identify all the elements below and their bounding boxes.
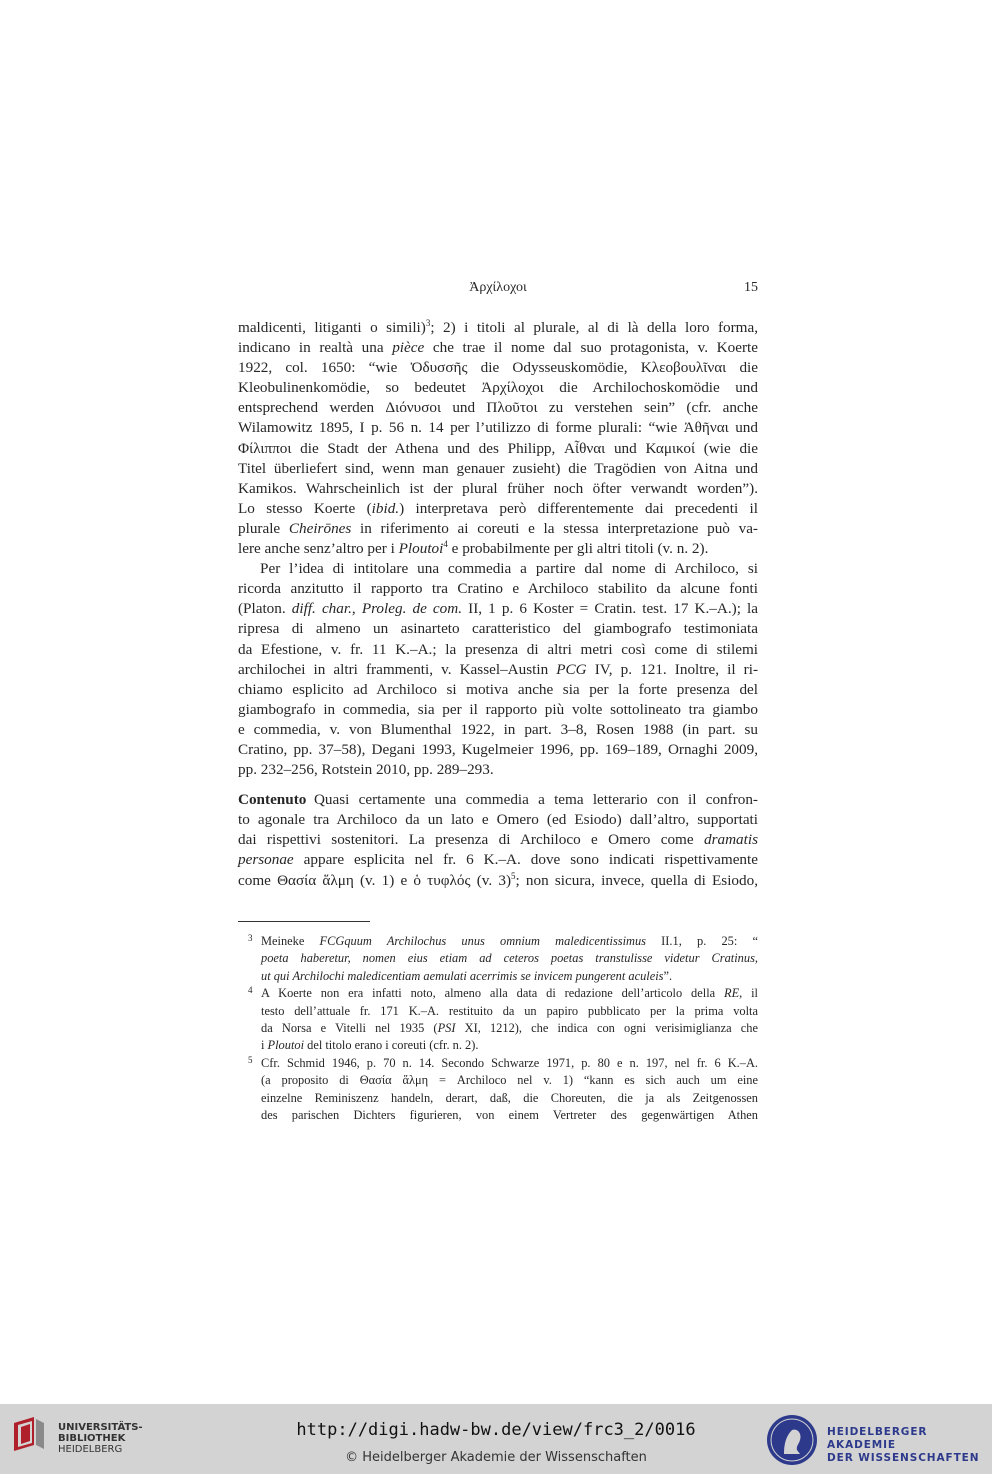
text-run: ”.: [663, 968, 673, 983]
running-header: [238, 280, 758, 300]
page-number: 15: [744, 280, 758, 295]
text-run: ) interpretava però differentemente dai precedenti il: [399, 499, 758, 517]
text-run: in riferimento ai coreuti e la stessa interpretazione può va-: [351, 519, 758, 537]
text-run: A Koerte non era infatti noto, almeno alla data di redazione dell’articolo della: [261, 986, 724, 1001]
text-line: [238, 599, 758, 619]
text-run: dai rispettivi sostenitori. La presenza di Archiloco e Omero come: [238, 831, 704, 849]
italic-run: pièce: [392, 339, 425, 357]
text-line: [238, 660, 758, 680]
text-line: [238, 850, 758, 870]
text-run: 1922, col. 1650: “wie Ὀδυσσῆς die Odysseuskomödie, Κλεοβουλῖναι die: [238, 359, 758, 377]
text-run: lere anche senz’altro per i: [238, 540, 399, 558]
text-line: [238, 318, 758, 338]
footnote-line: [261, 985, 758, 1002]
text-run: II.1, p. 25: “: [646, 934, 758, 948]
text-run: appare esplicita nel fr. 6 K.–A. dove sono indicati rispettivamente: [293, 851, 758, 869]
main-text: [238, 318, 758, 891]
text-run: Kamikos. Wahrscheinlich ist der plural früher noch öfter verwandt worden”).: [238, 479, 758, 497]
text-run: e probabilmente per gli altri titoli (v. n. 2).: [447, 540, 709, 558]
text-line: [238, 680, 758, 700]
italic-run: Ploutoi: [398, 540, 444, 558]
italic-run: poeta haberetur, nomen eius etiam ad ceteros poetas transtulisse videtur Cratinus,: [261, 951, 758, 966]
copyright-notice: © Heidelberger Akademie der Wissenschaften: [345, 1450, 647, 1465]
text-run: to agonale tra Archiloco da un lato e Omero (ed Esiodo) dall’altro, supportati: [238, 811, 758, 829]
italic-run: ut qui Archilochi maledicentiam aemulati acerrimis se invicem pungerent aculeis: [261, 968, 664, 983]
text-run: chiamo esplicito ad Archiloco si motiva anche sia per la forte presenza del: [238, 680, 758, 698]
text-run: da Efestione, v. fr. 11 K.–A.; la presenza di altri metri così come di stilemi: [238, 640, 758, 658]
text-run: Cfr. Schmid 1946, p. 70 n. 14. Secondo Schwarze 1971, p. 80 e n. 197, nel fr. 6 K.–A.: [261, 1055, 758, 1070]
text-run: (Platon.: [238, 600, 292, 618]
text-run: e commedia, v. von Blumenthal 1922, in part. 3–8, Rosen 1988 (in part. su: [238, 720, 758, 738]
text-run: (a proposito di Θασία ἅλμη = Archiloco nel v. 1) “kann es sich auch um eine: [261, 1073, 758, 1088]
text-line: [238, 640, 758, 660]
text-line: [238, 539, 758, 559]
italic-run: quum Archilochus unus omnium maledicentissimus: [344, 934, 646, 948]
italic-run: dramatis: [703, 831, 758, 849]
text-line: [238, 871, 758, 891]
text-line: [238, 398, 758, 418]
text-run: da Norsa e Vitelli nel 1935 (: [261, 1020, 438, 1035]
text-line: [238, 358, 758, 378]
text-run: Quasi certamente una commedia a tema letterario con il confron-: [313, 791, 758, 809]
text-run: del titolo erano i coreuti (cfr. n. 2).: [304, 1038, 479, 1053]
footer-bar: [0, 1404, 992, 1474]
italic-run: Ploutoi: [267, 1038, 305, 1053]
text-run: i: [261, 1038, 268, 1053]
text-run: II, 1 p. 6 Koster = Cratin. test. 17 K.–A.); la: [462, 600, 758, 618]
footnote-line: [261, 1107, 758, 1124]
text-run: des parischen Dichters figurieren, von einem Vertreter des gegenwärtigen Athen: [261, 1107, 758, 1122]
text-line: [238, 559, 758, 579]
university-library-name: UNIVERSITÄTS- BIBLIOTHEK HEIDELBERG: [58, 1422, 143, 1455]
text-line: [238, 740, 758, 760]
running-title: Ἀρχίλοχοι: [469, 280, 527, 295]
text-run: maldicenti, litiganti o simili): [238, 319, 426, 336]
text-line: [238, 338, 758, 358]
text-line: [238, 830, 758, 850]
text-run: che trae il nome dal suo protagonista, v. Koerte: [424, 339, 758, 357]
text-run: Meineke: [261, 934, 320, 948]
text-run: Φίλιπποι die Stadt der Athena und des Philipp, Αἶθναι und Καμικοί (wie die: [238, 439, 758, 457]
italic-run: ibid.: [371, 499, 400, 517]
text-run: Cratino, pp. 37–58), Degani 1993, Kugelmeier 1996, pp. 169–189, Ornaghi 2009,: [238, 740, 758, 758]
text-run: Titel überliefert sind, wenn man genauer zusieht) die Tragödien von Aitna und: [238, 459, 758, 477]
footnote: [248, 1055, 758, 1125]
text-line: [238, 499, 758, 519]
italic-run: FCG: [319, 934, 345, 948]
text-line: [238, 418, 758, 438]
text-line: [238, 519, 758, 539]
text-line: [238, 479, 758, 499]
italic-run: RE: [724, 986, 740, 1001]
section-label: Contenuto: [238, 791, 307, 809]
text-run: Lo stesso Koerte (: [238, 499, 372, 517]
footnote-line: [261, 1003, 758, 1020]
text-line: [238, 720, 758, 740]
text-run: ricorda anzitutto il rapporto tra Cratino e Archiloco stabilito da alcune fonti: [238, 580, 758, 598]
text-run: plurale: [238, 519, 289, 537]
italic-run: Proleg. de com.: [361, 600, 463, 618]
footnote-line: [261, 1020, 758, 1037]
text-run: ; 2) i titoli al plurale, al di là della loro forma,: [430, 319, 759, 336]
text-run: testo dell’attuale fr. 171 K.–A. restituito da un papiro pubblicato per la prima volta: [261, 1003, 758, 1018]
text-line: [238, 700, 758, 720]
footnote-ref: 5: [511, 870, 516, 881]
paragraph-gap: [238, 780, 758, 790]
text-run: ,: [351, 600, 362, 618]
footnote-line: [261, 1090, 758, 1107]
text-run: indicano in realtà una: [238, 339, 393, 357]
italic-run: PSI: [437, 1020, 456, 1035]
text-line: [238, 378, 758, 398]
footnote-ref: 4: [443, 538, 448, 549]
footnote-line: [261, 1037, 758, 1054]
text-run: , il: [739, 986, 758, 1001]
footnote: [248, 933, 758, 985]
footnotes: [248, 933, 758, 1124]
italic-run: PCG: [556, 660, 587, 678]
text-run: einzelne Reminiszenz handeln, derart, daß, die Choreuten, die ja als Zeitgenossen: [261, 1090, 758, 1105]
text-run: IV, p. 121. Inoltre, il ri-: [586, 660, 759, 678]
text-run: pp. 232–256, Rotstein 2010, pp. 289–293.: [238, 761, 494, 779]
academy-name: HEIDELBERGER AKADEMIE DER WISSENSCHAFTEN: [827, 1426, 980, 1464]
permalink-url[interactable]: http://digi.hadw-bw.de/view/frc3_2/0016: [296, 1420, 696, 1440]
footnote-line: [261, 1055, 758, 1072]
italic-run: Cheirōnes: [288, 519, 352, 537]
text-run: ; non sicura, invece, quella di Esiodo,: [515, 871, 758, 889]
footnote-rule: [238, 921, 370, 922]
text-line: [238, 439, 758, 459]
text-line: [238, 810, 758, 830]
footnote-number: 4: [248, 985, 253, 996]
footnote-line: [261, 1072, 758, 1089]
text-line: [238, 459, 758, 479]
text-line: [238, 790, 758, 810]
text-run: giambografo in commedia, sia per il rapporto più volte sottolineato tra giambo: [238, 700, 758, 718]
text-run: archilochei in altri frammenti, v. Kassel–Austin: [238, 660, 557, 678]
text-run: Kleobulinenkomödie, so bedeutet Ἀρχίλοχοι die Archilochoskomödie und: [238, 379, 758, 397]
text-line: [238, 579, 758, 599]
footnote-ref: 3: [425, 317, 431, 328]
footnote-line: [261, 950, 758, 967]
text-run: Wilamowitz 1895, I p. 56 n. 14 per l’utilizzo di forme plurali: “wie Ἀθῆναι und: [238, 419, 758, 437]
footnote-number: 5: [248, 1054, 253, 1065]
text-run: entsprechend werden Διόνυσοι und Πλοῦτοι zu verstehen sein” (cfr. anche: [238, 399, 758, 417]
text-line: [238, 760, 758, 780]
footnote: [248, 985, 758, 1055]
text-line: [238, 619, 758, 639]
footnote-line: [261, 968, 758, 985]
italic-run: diff. char.: [291, 600, 352, 618]
text-run: Per l’idea di intitolare una commedia a partire dal nome di Archiloco, si: [260, 560, 758, 578]
footnote-number: 3: [248, 933, 253, 943]
text-run: XI, 1212), che indica con ogni verisimiglianza che: [455, 1020, 758, 1035]
academy-seal-icon: [766, 1414, 818, 1466]
text-run: come Θασία ἅλμη (v. 1) e ὁ τυφλός (v. 3): [238, 871, 512, 889]
footnote-line: [261, 933, 758, 950]
text-run: ripresa di almeno un asinarteto caratteristico del giambografo testimoniata: [238, 620, 758, 638]
italic-run: personae: [238, 851, 294, 869]
